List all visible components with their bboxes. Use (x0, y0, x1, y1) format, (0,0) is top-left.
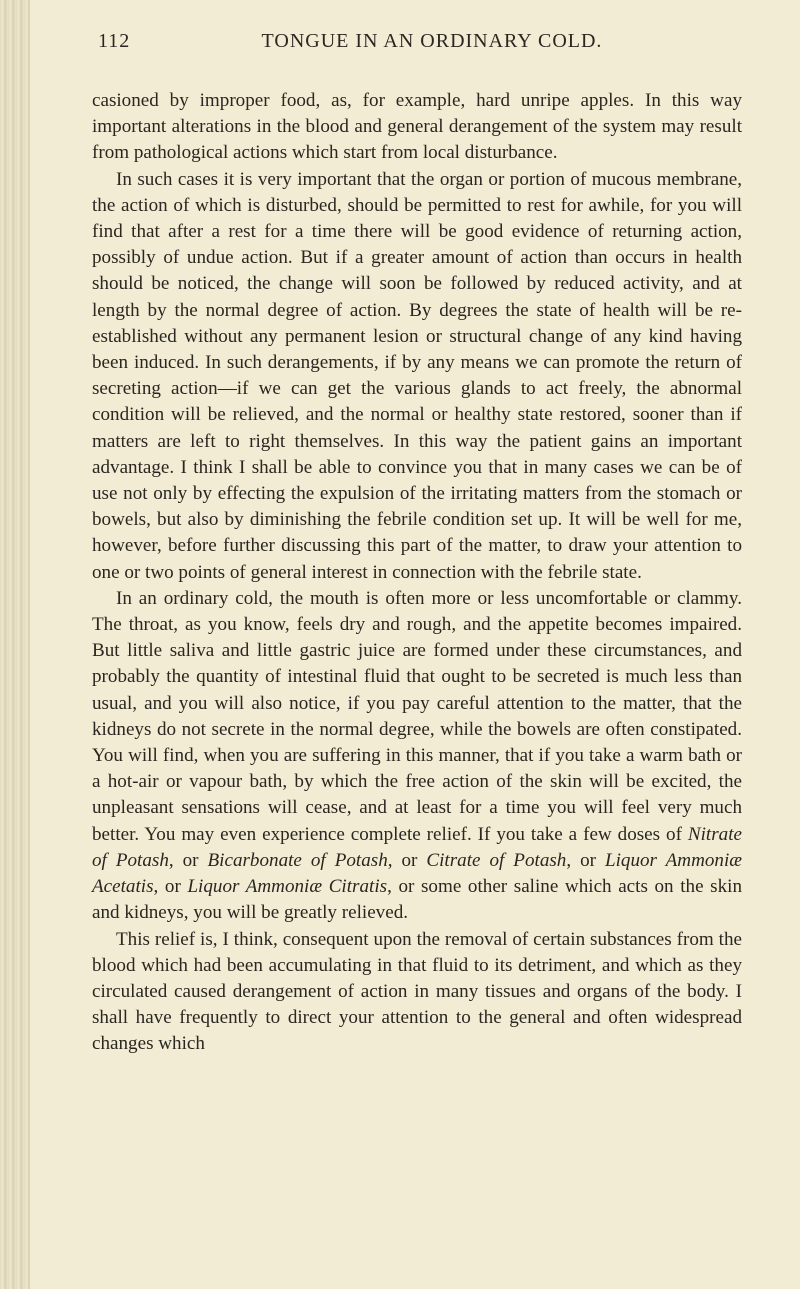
separator: , or (387, 849, 427, 871)
paragraph-3 (92, 586, 742, 927)
remedy-bicarbonate-of-potash: Bicarbonate of Potash (207, 849, 388, 871)
paragraph-3-text-before: In an ordinary cold, the mouth is often more or less uncomfortable or clammy. The throat, as you know, feels dry and rough, and the appetite becomes impaired. But little saliva and little gastric juice are formed under these circumstances, and probably the quantity of intestinal fluid that ought to be secreted is much less than usual, and you will also notice, if you pay careful attention to the matter, that the kidneys do not secrete in the normal degree, while the bowels are often constipated. You will find, when you are suffering in this manner, that if you take a warm bath or a hot-air or vapour bath, by which the free action of the skin will be excited, the unpleasant sensations will cease, and at least for a time you will feel very much better. You may even experience complete relief. If you take a few doses of (92, 587, 742, 845)
separator: , or (566, 849, 605, 871)
book-page (92, 30, 742, 1058)
remedy-liquor-ammoniae-acetatis: Liquor Ammoniæ Acetatis (92, 849, 742, 898)
separator: , or (153, 876, 188, 898)
paragraph-2: In such cases it is very important that the organ or portion of mucous membrane, the action of which is disturbed, should be permitted to rest for awhile, for you will find that after a rest for a time there will be good evidence of returning action, possibly of undue action. But if a greater amount of action than occurs in health should be noticed, the change will soon be followed by reduced activity, and at length by the normal degree of action. By degrees the state of health will be re-established without any permanent lesion or structural change of any kind having been induced. In such derangements, if by any means we can promote the return of secreting action—if we can get the various glands to act freely, the abnormal condition will be relieved, and the normal or healthy state restored, sooner than if matters are left to right themselves. In this way the patient gains an important advantage. I think I shall be able to convince you that in many cases we can be of use not only by effecting the expulsion of the irritating matters from the stomach or bowels, but also by diminishing the febrile condition set up. It will be well for me, however, before further discussing this part of the matter, to draw your attention to one or two points of general interest in connection with the febrile state. (92, 168, 742, 583)
page-number: 112 (98, 30, 131, 52)
running-title: TONGUE IN AN ORDINARY COLD. (261, 30, 603, 52)
book-spine-shadow (0, 0, 30, 1289)
paragraph-1: casioned by improper food, as, for example, hard unripe apples. In this way important alterations in the blood and general derangement of the system may result from pathological actions which start from local disturbance. (92, 90, 742, 164)
running-header (92, 30, 742, 58)
separator: , or (168, 849, 208, 871)
body-text (92, 88, 742, 1058)
paragraph-3-text-after: , or some other saline which acts on the skin and kidneys, you will be greatly relieved. (92, 876, 743, 924)
remedy-citrate-of-potash: Citrate of Potash (426, 849, 567, 871)
remedy-nitrate-of-potash: Nitrate of Potash (92, 823, 742, 871)
remedy-liquor-ammoniae-citratis: Liquor Ammoniæ Citratis (187, 876, 388, 898)
paragraph-4: This relief is, I think, consequent upon the removal of certain substances from the blood which had been accumulating in that fluid to its detriment, and which as they circulated caused derangement of action in many tissues and organs of the body. I shall have frequently to direct your attention to the general and often widespread changes which (92, 928, 742, 1055)
